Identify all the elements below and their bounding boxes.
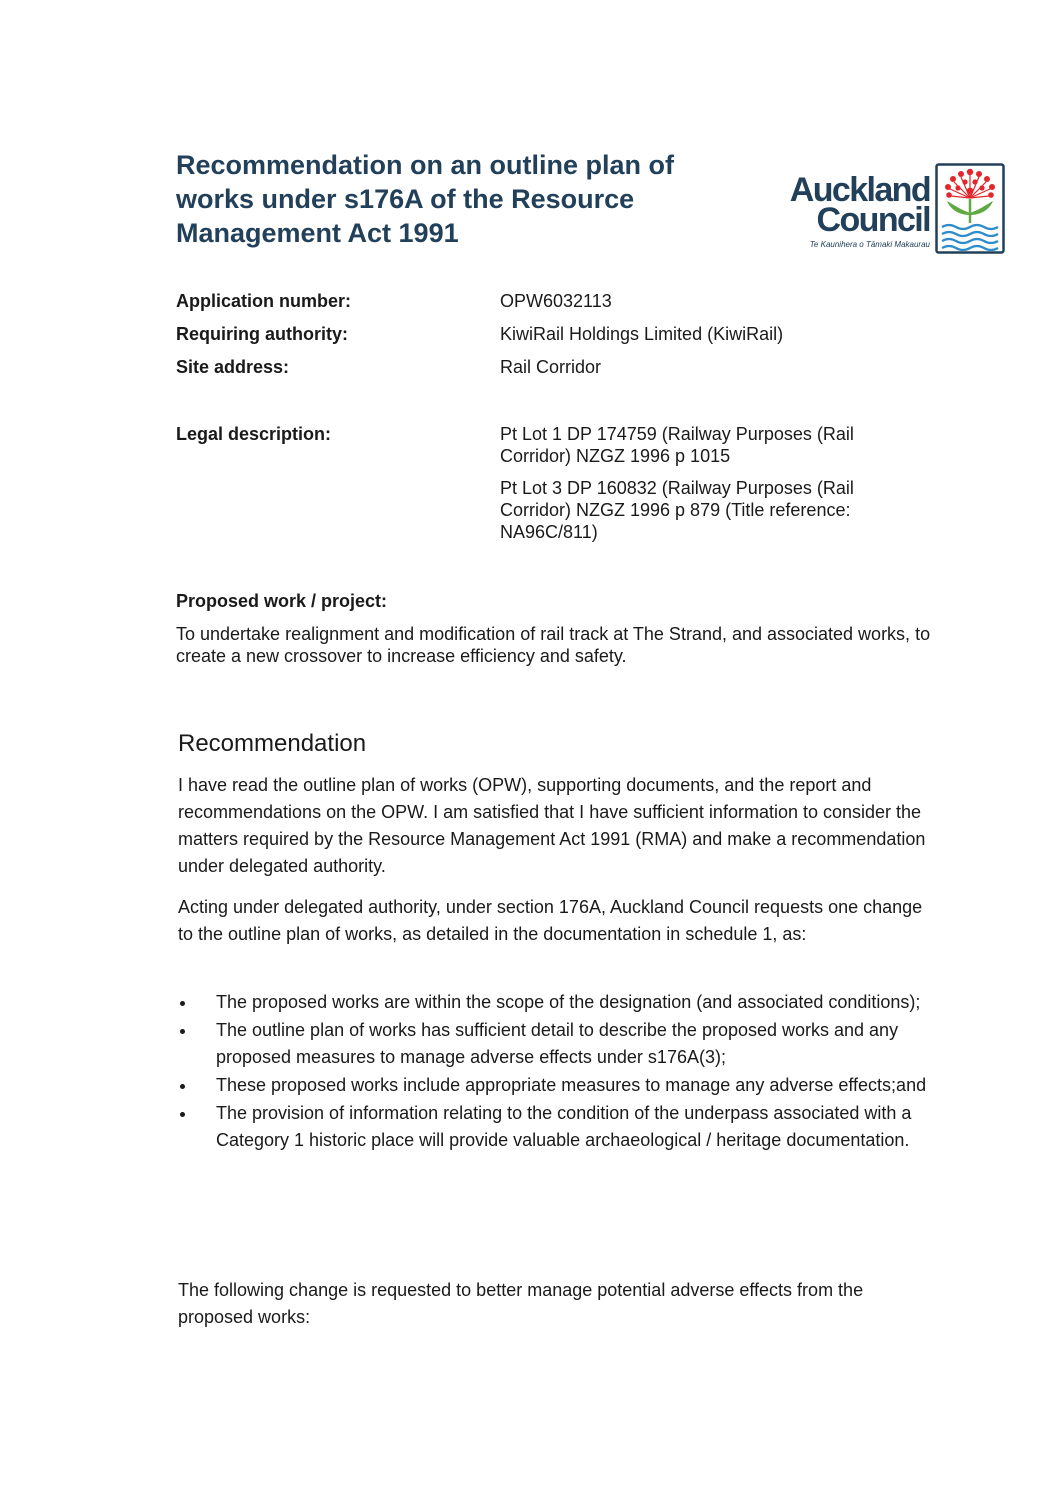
logo-wordmark-auckland: Auckland [789, 171, 930, 209]
bullet-icon [180, 1001, 185, 1006]
bullet-icon [180, 1084, 185, 1089]
field-value: Rail Corridor [500, 357, 602, 377]
field-label: Requiring authority: [176, 324, 348, 344]
logo-tagline: Te Kaunihera o Tāmaki Makaurau [809, 240, 930, 249]
pohutukawa-emblem-icon [935, 163, 1005, 254]
title-line: Recommendation on an outline plan of [176, 150, 675, 180]
bullet-icon [180, 1112, 185, 1117]
list-item [178, 1072, 938, 1099]
recommendation-paragraph: I have read the outline plan of works (OPW), supporting documents, and the report and recommendations on the OPW. I am satisfied that I have sufficient information to consider the matters required by the Resource Management Act 1991 (RMA) and make a recommendation under delegated authority. [178, 775, 926, 876]
recommendation-paragraph: The following change is requested to better manage potential adverse effects from the proposed works: [178, 1280, 864, 1327]
document-title [176, 148, 756, 250]
recommendation-heading: Recommendation [178, 730, 367, 757]
list-item-text: These proposed works include appropriate measures to manage any adverse effects;and [216, 1075, 927, 1095]
field-value: OPW6032113 [500, 291, 612, 311]
list-item [178, 1100, 938, 1154]
legal-description-entry: Pt Lot 1 DP 174759 (Railway Purposes (Rail Corridor) NZGZ 1996 p 1015 [500, 424, 854, 466]
field-value [500, 423, 920, 553]
title-line: works under s176A of the Resource [176, 184, 635, 214]
auckland-council-logo [780, 160, 1008, 256]
field-label: Legal description: [176, 424, 332, 444]
recommendation-paragraph: Acting under delegated authority, under section 176A, Auckland Council requests one change to the outline plan of works, as detailed in the documentation in schedule 1, as: [178, 897, 923, 944]
list-item [178, 989, 938, 1016]
list-item-text: The proposed works are within the scope of the designation (and associated conditions); [216, 992, 921, 1012]
title-line: Management Act 1991 [176, 218, 459, 248]
list-item-text: The provision of information relating to the condition of the underpass associated with a Category 1 historic place will provide valuable archaeological / heritage documentation. [216, 1103, 912, 1150]
field-value: KiwiRail Holdings Limited (KiwiRail) [500, 324, 784, 344]
recommendation-bullet-list [178, 989, 938, 1155]
list-item-text: The outline plan of works has sufficient detail to describe the proposed works and any proposed measures to manage adverse effects under s176A(3); [216, 1020, 899, 1067]
proposed-work-heading: Proposed work / project: [176, 591, 388, 611]
bullet-icon [180, 1029, 185, 1034]
logo-wordmark-council: Council [816, 201, 930, 239]
field-label: Application number: [176, 291, 351, 311]
list-item [178, 1017, 938, 1071]
legal-description-entry: Pt Lot 3 DP 160832 (Railway Purposes (Rail Corridor) NZGZ 1996 p 879 (Title reference: NA96C/811) [500, 478, 854, 542]
proposed-work-text: To undertake realignment and modification of rail track at The Strand, and associated works, to create a new crossover to increase efficiency and safety. [176, 624, 931, 666]
field-label: Site address: [176, 357, 290, 377]
